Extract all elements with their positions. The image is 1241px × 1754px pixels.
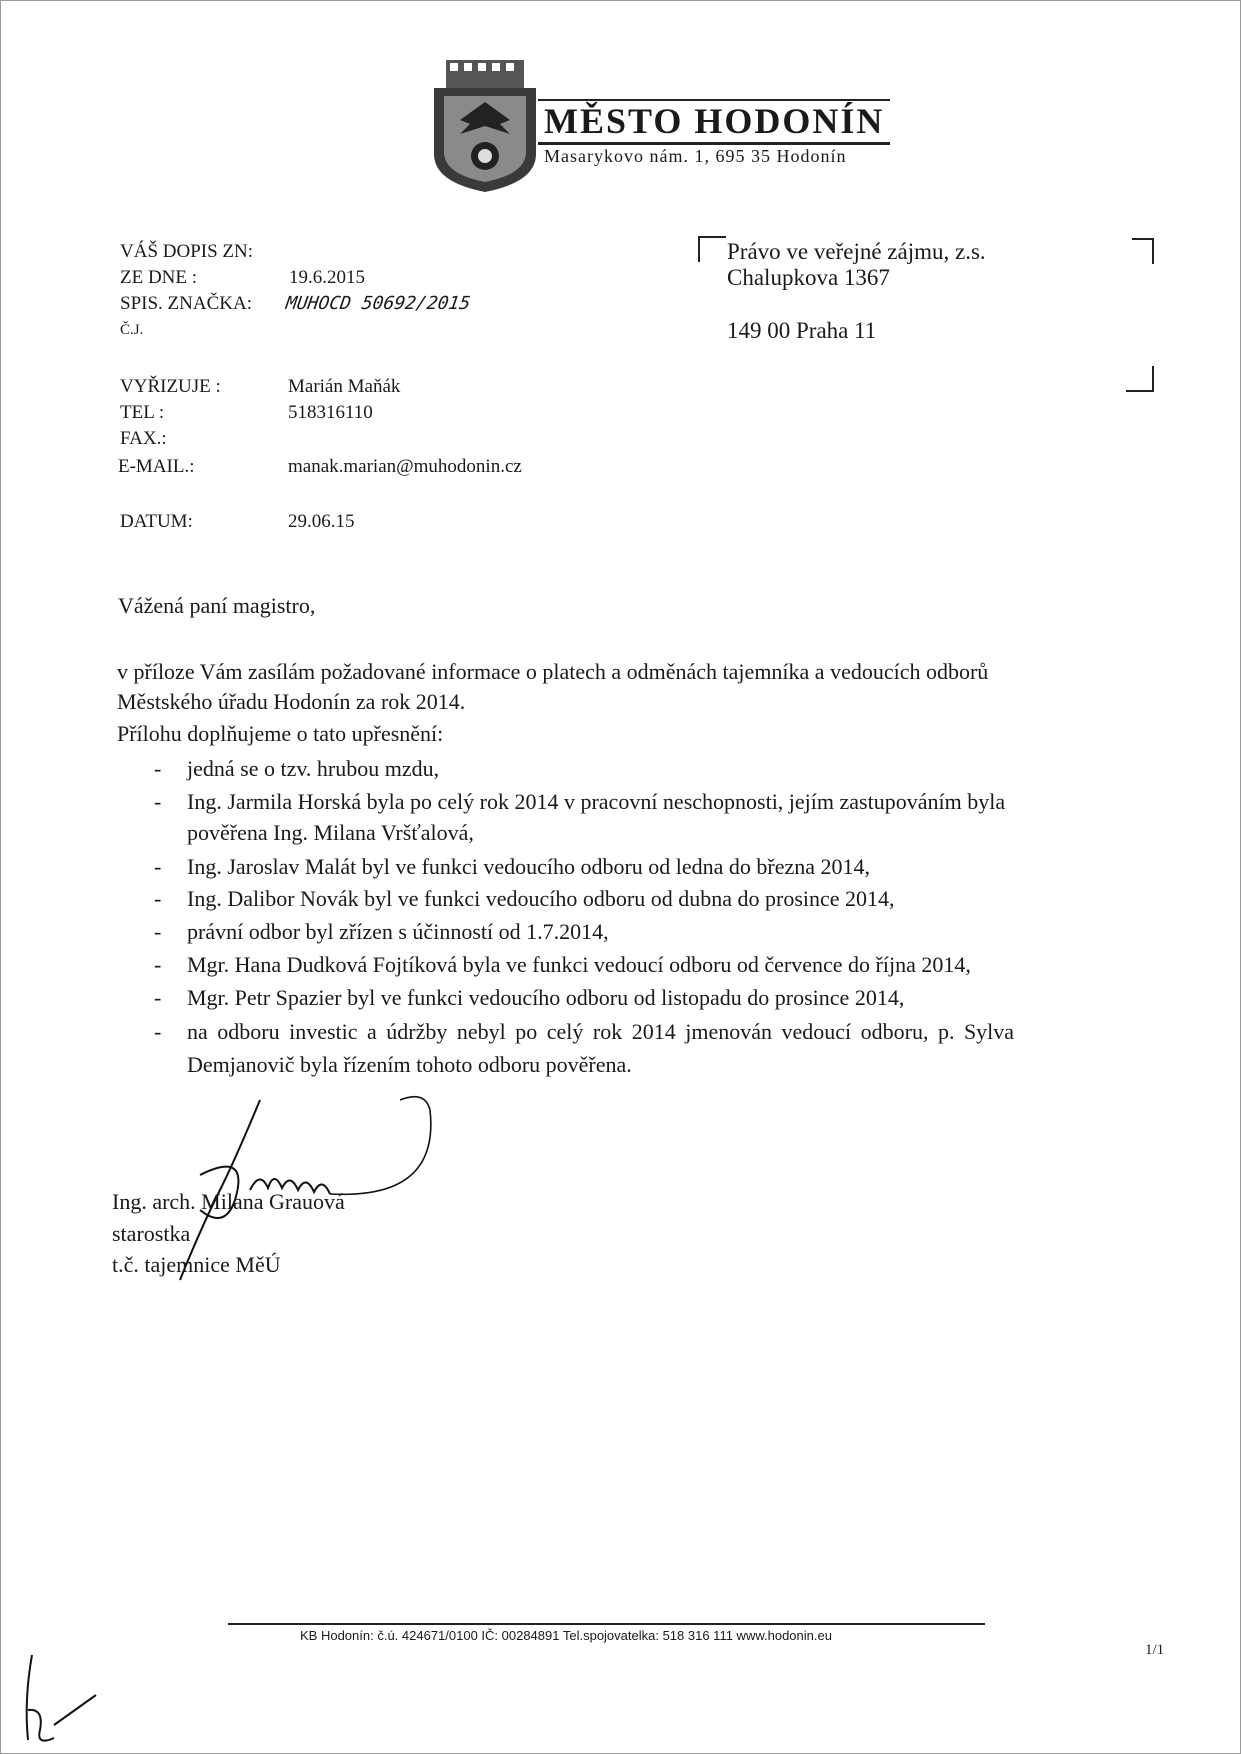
spis-znacka-handwritten-value: MUHOCD 50692/2015 <box>284 293 472 314</box>
recipient-line-3: 149 00 Praha 11 <box>727 318 877 343</box>
ze-dne-label: ZE DNE : <box>120 267 198 288</box>
signatory-role-2: t.č. tajemnice MěÚ <box>112 1252 281 1277</box>
header-mid-rule <box>538 142 890 145</box>
footer-bank-contact: KB Hodonín: č.ú. 424671/0100 IČ: 00284891 Tel.spojovatelka: 518 316 111 www.hodonin.eu <box>300 1628 832 1643</box>
bullet-text-3: Ing. Jaroslav Malát byl ve funkci vedoucího odboru od ledna do března 2014, <box>187 854 871 879</box>
bullet-text-2-cont: pověřena Ing. Milana Vršťalová, <box>187 820 474 845</box>
tel-label: TEL : <box>120 402 165 423</box>
salutation: Vážená paní magistro, <box>118 593 316 618</box>
datum-label: DATUM: <box>120 511 193 532</box>
bullet-text-5: právní odbor byl zřízen s účinností od 1.7.2014, <box>187 919 609 944</box>
intro-line-2: Městského úřadu Hodonín za rok 2014. <box>117 689 466 714</box>
bullet-dash-4: - <box>154 886 162 911</box>
tel-value: 518316110 <box>288 402 373 423</box>
bullet-text-2: Ing. Jarmila Horská byla po celý rok 2014 v pracovní neschopnosti, jejím zastupováním byla <box>187 789 1006 814</box>
vas-dopis-label: VÁŠ DOPIS ZN: <box>120 241 254 262</box>
recipient-line-1: Právo ve veřejné zájmu, z.s. <box>727 239 986 264</box>
bullet-dash-3: - <box>154 854 162 879</box>
bullet-text-4: Ing. Dalibor Novák byl ve funkci vedoucího odboru od dubna do prosince 2014, <box>187 886 895 911</box>
bullet-text-8-cont: Demjanovič byla řízením tohoto odboru pověřena. <box>187 1052 632 1077</box>
recipient-corner-top-right <box>1132 238 1154 264</box>
fax-label: FAX.: <box>120 428 167 449</box>
bullet-dash-6: - <box>154 952 162 977</box>
spis-znacka-label: SPIS. ZNAČKA: <box>120 293 252 314</box>
footer-rule <box>228 1623 985 1625</box>
bullet-dash-7: - <box>154 985 162 1010</box>
email-label: E-MAIL.: <box>118 456 195 477</box>
bullet-dash-2: - <box>154 789 162 814</box>
signatory-role-1: starostka <box>112 1221 191 1246</box>
bullet-dash-1: - <box>154 756 162 781</box>
city-name: MĚSTO HODONÍN <box>544 101 885 141</box>
bullet-text-7: Mgr. Petr Spazier byl ve funkci vedoucího odboru od listopadu do prosince 2014, <box>187 985 905 1010</box>
recipient-line-2: Chalupkova 1367 <box>727 265 890 290</box>
email-value: manak.marian@muhodonin.cz <box>288 456 522 477</box>
bullet-dash-8: - <box>154 1019 162 1044</box>
signatory-name: Ing. arch. Milana Grauová <box>112 1189 345 1214</box>
city-address: Masarykovo nám. 1, 695 35 Hodonín <box>544 146 847 166</box>
bullet-text-1: jedná se o tzv. hrubou mzdu, <box>187 756 440 781</box>
vyrizuje-value: Marián Maňák <box>288 376 401 397</box>
recipient-corner-bottom-right <box>1126 366 1154 392</box>
intro-line-1: v příloze Vám zasílám požadované informace o platech a odměnách tajemníka a vedoucích odborů <box>117 659 989 684</box>
intro-line-3: Přílohu doplňujeme o tato upřesnění: <box>117 721 444 746</box>
bullet-text-6: Mgr. Hana Dudková Fojtíková byla ve funkci vedoucí odboru od července do října 2014, <box>187 952 971 977</box>
margin-initials-scribble <box>14 1650 104 1750</box>
page-number: 1/1 <box>1145 1642 1165 1658</box>
datum-value: 29.06.15 <box>288 511 355 532</box>
recipient-corner-top-left <box>698 236 726 262</box>
ze-dne-value: 19.6.2015 <box>289 267 365 288</box>
bullet-dash-5: - <box>154 919 162 944</box>
bullet-text-8: na odboru investic a údržby nebyl po celý rok 2014 jmenován vedoucí odboru, p. Sylva <box>187 1019 1015 1044</box>
vyrizuje-label: VYŘIZUJE : <box>120 376 221 397</box>
city-coat-of-arms-logo <box>430 58 540 194</box>
cj-label: Č.J. <box>120 322 144 338</box>
